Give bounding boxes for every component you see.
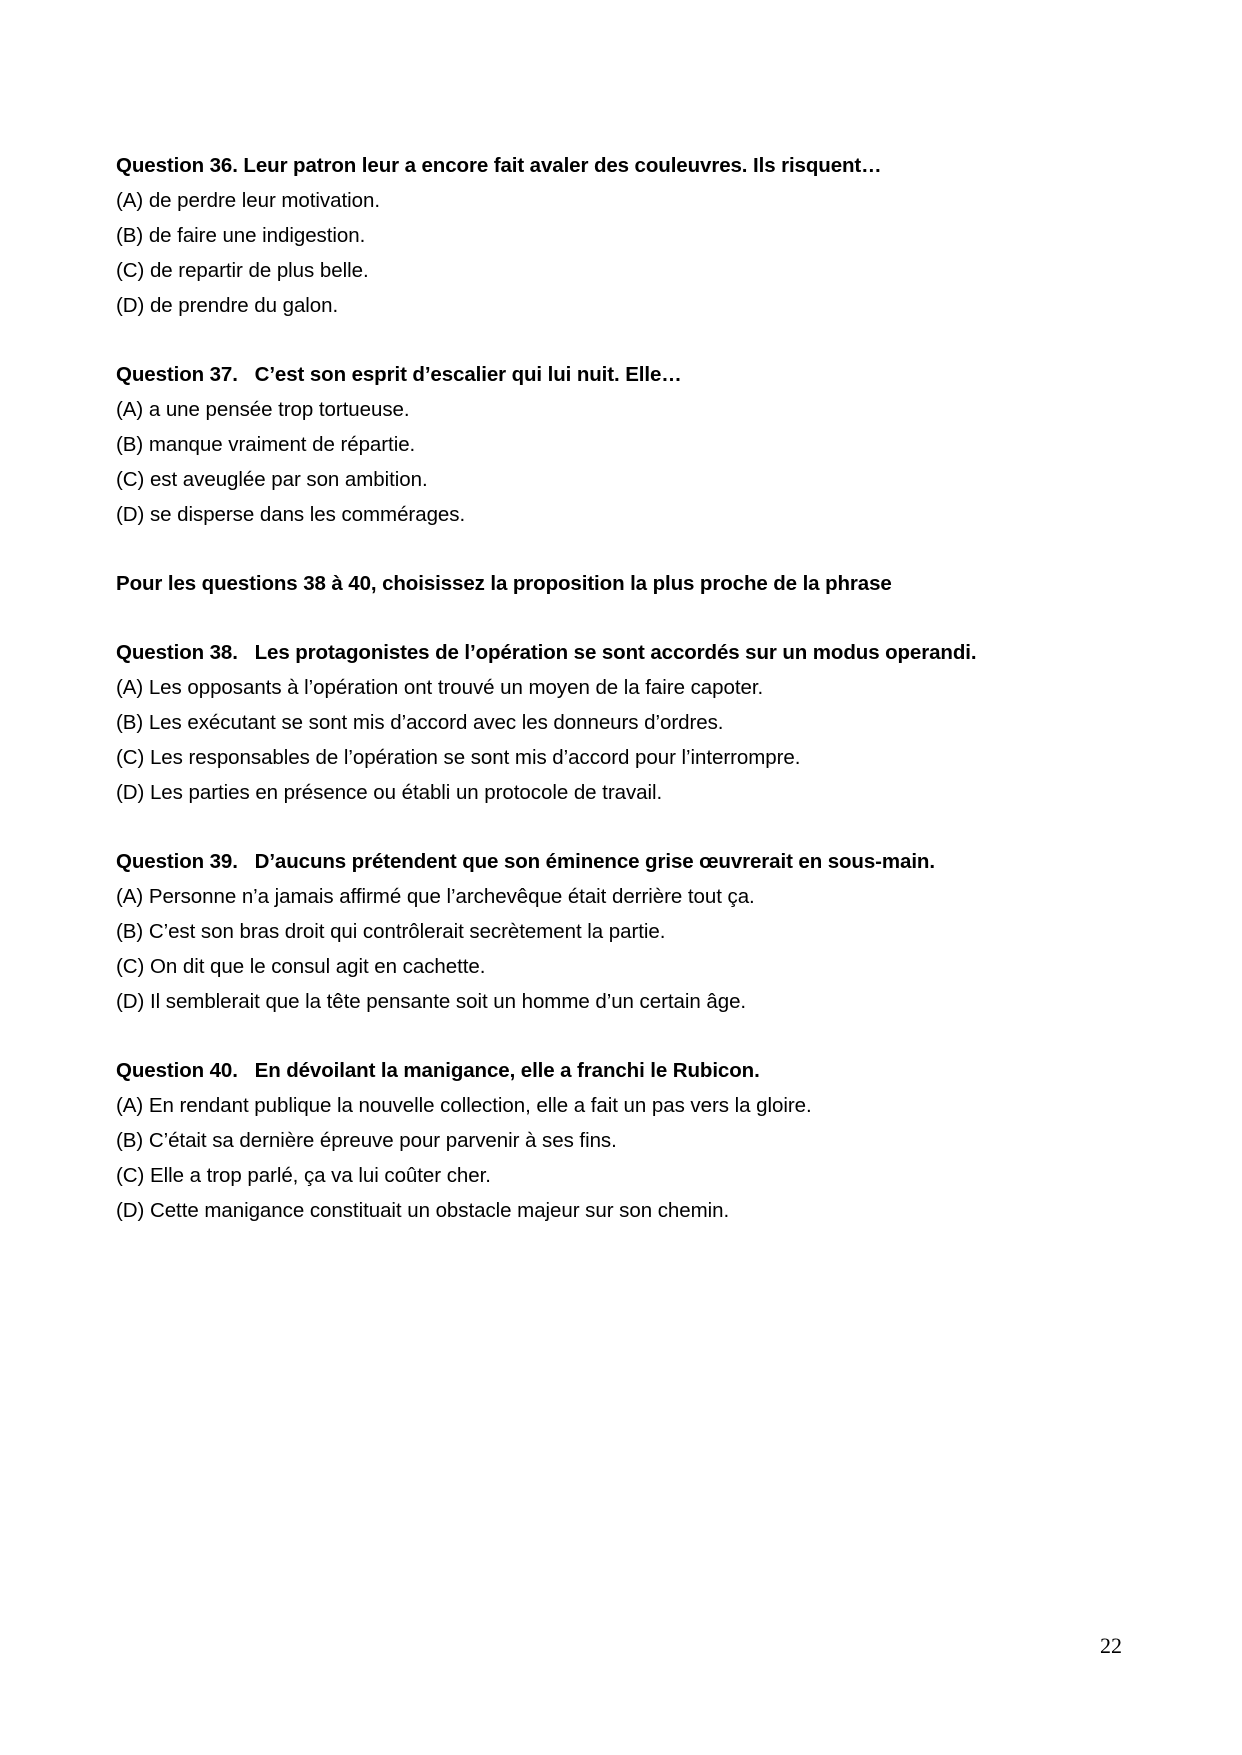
answer-option: (C) de repartir de plus belle. (116, 259, 369, 282)
answer-option: (A) Les opposants à l’opération ont trouvé un moyen de la faire capoter. (116, 676, 764, 699)
question-block-37 (116, 357, 1116, 532)
answer-option: (A) a une pensée trop tortueuse. (116, 398, 410, 421)
page-number: 22 (1100, 1633, 1122, 1658)
answer-option: (D) Les parties en présence ou établi un protocole de travail. (116, 781, 663, 804)
answer-option: (A) En rendant publique la nouvelle collection, elle a fait un pas vers la gloire. (116, 1094, 812, 1117)
question-heading: Question 40. En dévoilant la manigance, elle a franchi le Rubicon. (116, 1059, 760, 1082)
answer-option: (D) Cette manigance constituait un obstacle majeur sur son chemin. (116, 1199, 730, 1222)
question-heading: Question 37. C’est son esprit d’escalier qui lui nuit. Elle… (116, 363, 682, 386)
answer-option: (C) Les responsables de l’opération se sont mis d’accord pour l’interrompre. (116, 746, 801, 769)
answer-option: (B) manque vraiment de répartie. (116, 433, 416, 456)
answer-option: (A) Personne n’a jamais affirmé que l’archevêque était derrière tout ça. (116, 885, 755, 908)
answer-option: (D) Il semblerait que la tête pensante soit un homme d’un certain âge. (116, 990, 747, 1013)
answer-option: (B) C’est son bras droit qui contrôlerait secrètement la partie. (116, 920, 666, 943)
question-heading: Question 36. Leur patron leur a encore fait avaler des couleuvres. Ils risquent… (116, 154, 882, 177)
question-heading: Question 39. D’aucuns prétendent que son éminence grise œuvrerait en sous-main. (116, 850, 935, 873)
question-block-39 (116, 844, 1116, 1019)
answer-option: (B) C’était sa dernière épreuve pour parvenir à ses fins. (116, 1129, 617, 1152)
answer-option: (D) de prendre du galon. (116, 294, 339, 317)
section-instruction: Pour les questions 38 à 40, choisissez la proposition la plus proche de la phrase (116, 572, 892, 595)
answer-option: (C) est aveuglée par son ambition. (116, 468, 428, 491)
answer-option: (C) Elle a trop parlé, ça va lui coûter cher. (116, 1164, 491, 1187)
question-block-40 (116, 1053, 1116, 1228)
answer-option: (D) se disperse dans les commérages. (116, 503, 466, 526)
answer-option: (B) Les exécutant se sont mis d’accord avec les donneurs d’ordres. (116, 711, 724, 734)
question-list (116, 148, 1116, 1262)
question-heading: Question 38. Les protagonistes de l’opération se sont accordés sur un modus operandi. (116, 641, 977, 664)
answer-option: (B) de faire une indigestion. (116, 224, 366, 247)
question-block-38 (116, 635, 1116, 810)
answer-option: (C) On dit que le consul agit en cachette. (116, 955, 486, 978)
question-block-36 (116, 148, 1116, 323)
answer-option: (A) de perdre leur motivation. (116, 189, 380, 212)
